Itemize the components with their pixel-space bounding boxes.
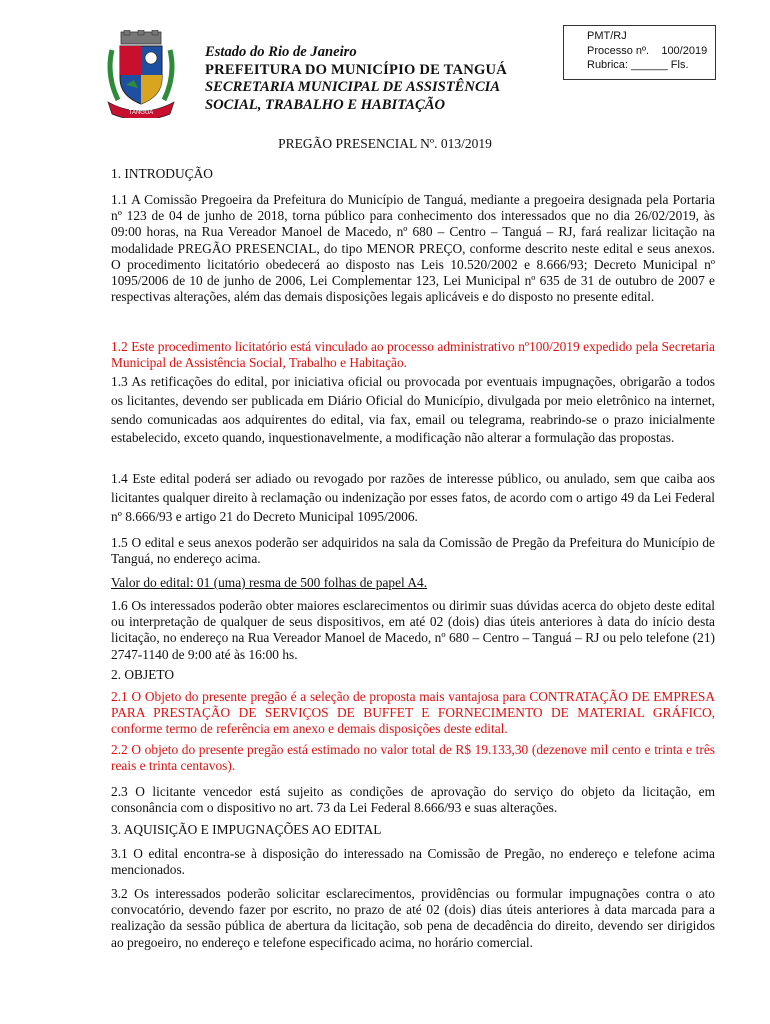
process-stamp-box [563,25,716,80]
paragraph-1-2: 1.2 Este procedimento licitatório está vinculado ao processo administrativo nº100/2019 expedido pela Secretaria Municipal de Assistência Social, Trabalho e Habitação. [111,339,715,371]
paragraph-2-1: 2.1 O Objeto do presente pregão é a seleção de proposta mais vantajosa para CONTRATAÇÃO DE EMPRESA PARA PRESTAÇÃO DE SERVIÇOS DE BUFFET E FORNECIMENTO DE MATERIAL GRÁFICO, conforme termo de referência em anexo e demais disposições deste edital. [111,689,715,737]
paragraph-1-5: 1.5 O edital e seus anexos poderão ser adquiridos na sala da Comissão de Pregão da Prefeitura do Município de Tanguá, no endereço acima. [111,535,715,567]
stamp-line-3: Rubrica: ______ Fls. [587,59,689,71]
municipal-crest-icon [104,30,178,118]
document-title: PREGÃO PRESENCIAL Nº. 013/2019 [278,136,492,151]
paragraph-1-6: 1.6 Os interessados poderão obter maiores esclarecimentos ou dirimir suas dúvidas acerca do objeto deste edital ou interpretação de qualquer de seus dispositivos, em até 02 (dois) dias úteis anteriores à data do início desta licitação, no endereço na Rua Vereador Manoel de Macedo, nº 680 – Centro – Tanguá – RJ ou pelo telefone (21) 2747-1140 de 9:00 até às 16:00 hs. [111,598,715,662]
prefeitura-name: PREFEITURA DO MUNICÍPIO DE TANGUÁ [205,61,508,78]
stamp-line-1: PMT/RJ [587,30,627,42]
paragraph-1-1: 1.1 A Comissão Pregoeira da Prefeitura do Município de Tanguá, mediante a pregoeira designada pela Portaria nº 123 de 04 de junho de 2018, torna público para conhecimento dos interessados que no dia 26/02/2019, às 09:00 horas, na Rua Vereador Manoel de Macedo, nº 680 – Centro – Tanguá – RJ, fará realizar licitação na modalidade PREGÃO PRESENCIAL, do tipo MENOR PREÇO, conforme descrito neste edital e seus anexos. O procedimento licitatório obedecerá ao disposto nas Leis 10.520/2002 e 8.666/93; Decreto Municipal nº 1095/2006 de 10 de junho de 2006, Lei Complementar 123, Lei Municipal nº 635 de 31 de outubro de 2007 e respectivas alterações, além das demais disposições legais aplicáveis e do disposto no presente edital. [111,192,715,305]
paragraph-1-4: 1.4 Este edital poderá ser adiado ou revogado por razões de interesse público, ou anulado, sem que caiba aos licitantes qualquer direito à reclamação ou indenização por esses fatos, de acordo com o artigo 49 da Lei Federal nº 8.666/93 e artigo 21 do Decreto Municipal 1095/2006. [111,471,715,524]
paragraph-3-1: 3.1 O edital encontra-se à disposição do interessado na Comissão de Pregão, no endereço e telefone acima mencionados. [111,846,715,878]
paragraph-3-2: 3.2 Os interessados poderão solicitar esclarecimentos, providências ou formular impugnações contra o ato convocatório, devendo fazer por escrito, no prazo de até 02 (dois) dias úteis anteriores à data marcada para a realização da sessão pública de abertura da licitação, sob pena de decadência do direito, devendo ser dirigidos ao pregoeiro, no endereço e telefone especificado acima, no horário comercial. [111,886,715,950]
paragraph-2-3: 2.3 O licitante vencedor está sujeito as condições de aprovação do serviço do objeto da licitação, em consonância com o dispositivo no art. 73 da Lei Federal 8.666/93 e suas alterações. [111,784,715,816]
stamp-line-2: Processo nº. 100/2019 [587,44,708,57]
section-heading-1: 1. INTRODUÇÃO [111,166,213,181]
edital-value-note: Valor do edital: 01 (uma) resma de 500 folhas de papel A4. [111,575,428,590]
secretaria-line-1: SECRETARIA MUNICIPAL DE ASSISTÊNCIA [205,79,501,95]
paragraph-1-3: 1.3 As retificações do edital, por iniciativa oficial ou provocada por eventuais impugnações, obrigarão a todos os licitantes, devendo ser publicada em Diário Oficial do Município, divulgada por meio eletrônico na internet, sendo comunicadas aos adquirentes do edital, via fax, email ou telegrama, reabrindo-se o prazo inicialmente estabelecido, exceto quando, inquestionavelmente, a modificação não alterar a formulação das propostas. [111,374,715,446]
state-name: Estado do Rio de Janeiro [205,44,357,60]
section-heading-3: 3. AQUISIÇÃO E IMPUGNAÇÕES AO EDITAL [111,822,382,837]
letterhead [205,44,507,114]
paragraph-2-2: 2.2 O objeto do presente pregão está estimado no valor total de R$ 19.133,30 (dezenove mil cento e trinta e três reais e trinta centavos). [111,742,715,774]
crest-ribbon-label: TANGUÁ [128,110,154,116]
secretaria-line-2: SOCIAL, TRABALHO E HABITAÇÃO [205,96,446,113]
section-heading-2: 2. OBJETO [111,667,174,682]
